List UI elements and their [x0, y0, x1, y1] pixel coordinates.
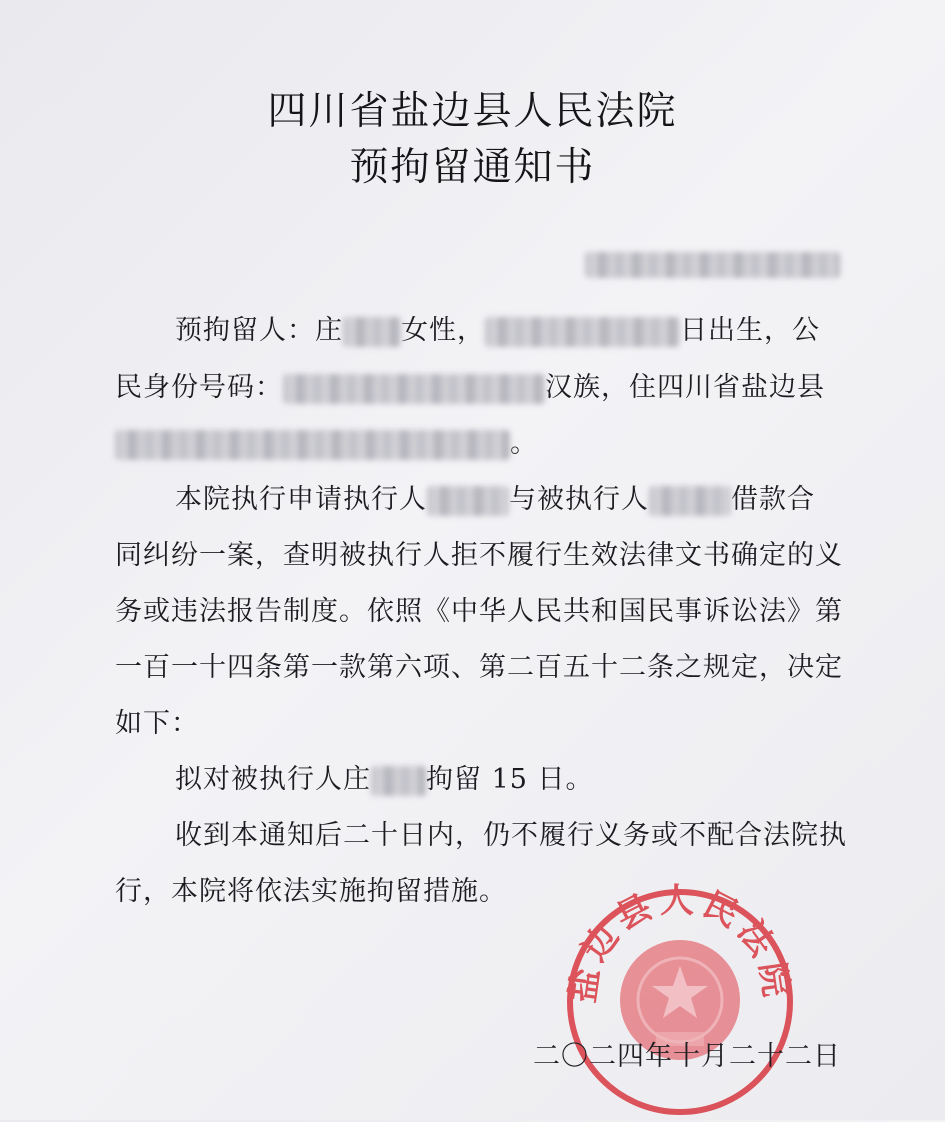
body-line-7: 一百一十四条第一款第六项、第二百五十二条之规定，决定 [115, 652, 843, 683]
redacted-respondent [649, 486, 731, 516]
body-line-5: 同纠纷一案，查明被执行人拒不履行生效法律文书确定的义 [115, 540, 843, 571]
redacted-address [115, 430, 510, 460]
decision-line: 拟对被执行人庄 拘留 15 日。 [175, 764, 594, 795]
body-line-10: 收到本通知后二十日内，仍不履行义务或不配合法院执 [175, 820, 847, 851]
court-seal-stamp [560, 882, 800, 1122]
body-line-11: 行，本院将依法实施拘留措施。 [115, 876, 507, 907]
notice-title: 预拘留通知书 [349, 145, 596, 190]
redacted-name-2 [371, 766, 426, 796]
court-name-title: 四川省盐边县人民法院 [267, 89, 678, 134]
redacted-id-number [283, 374, 545, 404]
redacted-birthdate [485, 317, 680, 347]
id-number-line: 民身份号码： 汉族，住四川省盐边县 [115, 372, 825, 403]
document-number-redacted [585, 252, 840, 278]
body-line-8: 如下： [115, 708, 199, 739]
address-line: 。 [115, 421, 538, 460]
redacted-applicant [427, 486, 509, 516]
case-line: 本院执行申请执行人 与被执行人 借款合 [175, 484, 815, 515]
issue-date: 二〇二四年十月二十二日 [533, 1041, 841, 1072]
body-line-6: 务或违法报告制度。依照《中华人民共和国民事诉讼法》第 [115, 596, 843, 627]
detainee-line: 预拘留人：庄 女性， 日出生，公 [175, 315, 820, 346]
seal-text: 盐边县人民法院 [563, 882, 797, 1006]
redacted-name [343, 317, 401, 347]
